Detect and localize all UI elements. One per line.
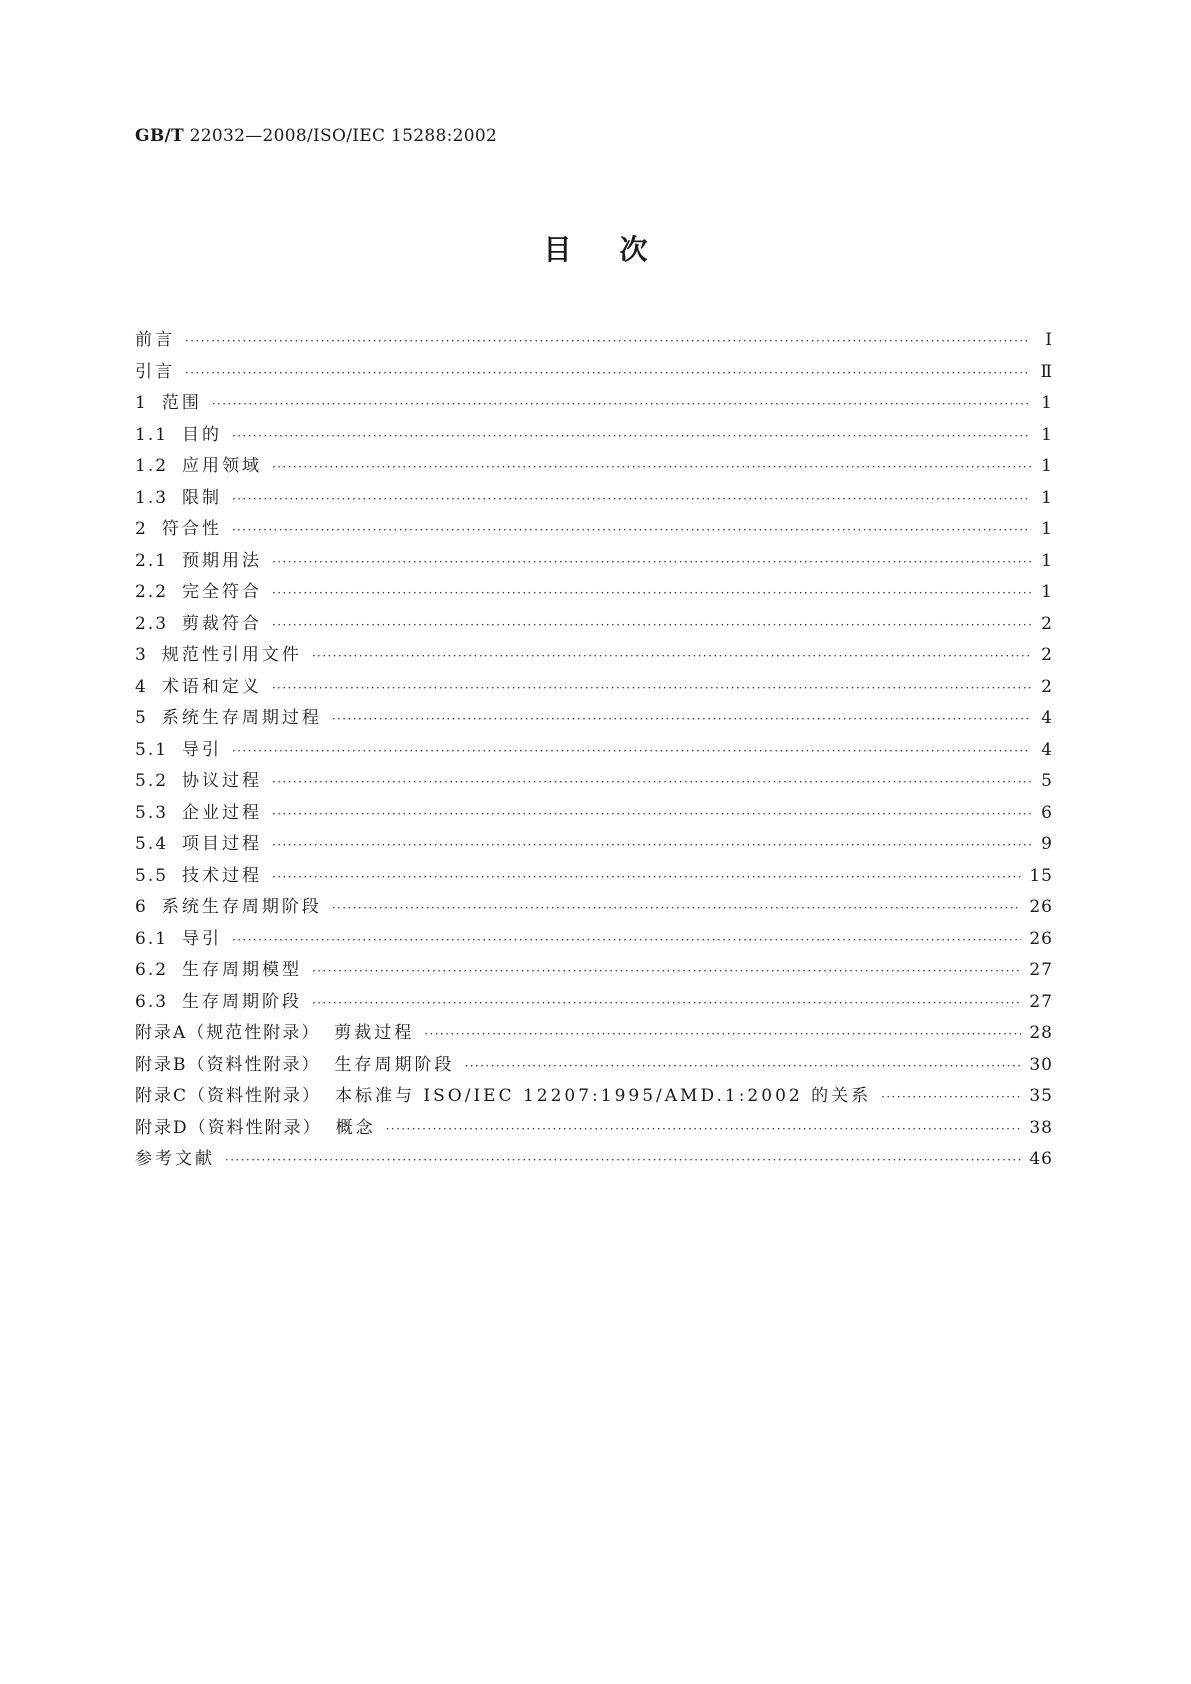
toc-entry-label: 概念 [335, 1117, 376, 1138]
toc-entry-number: 3 [135, 645, 148, 665]
toc-entry-label: 符合性 [161, 519, 222, 539]
toc-entry[interactable] [135, 357, 1053, 389]
toc-entry-number: 5.3 [135, 802, 169, 823]
toc-leader-dots [232, 430, 1031, 442]
toc-leader-dots [424, 1028, 1021, 1040]
toc-leader-dots [881, 1091, 1021, 1103]
toc-entry[interactable] [135, 1113, 1053, 1145]
toc-leader-dots [272, 556, 1031, 568]
toc-entry[interactable] [135, 892, 1053, 924]
toc-entry-number: 1 [135, 393, 148, 413]
toc-entry-page: 46 [1029, 1149, 1053, 1169]
toc-entry-number: 附录B（资料性附录） [135, 1054, 321, 1075]
toc-entry-label: 协议过程 [182, 771, 263, 791]
toc-entry-page: Ⅱ [1040, 361, 1053, 382]
toc-leader-dots [272, 587, 1031, 599]
toc-entry-label: 应用领域 [182, 456, 263, 476]
toc-leader-dots [232, 524, 1031, 536]
toc-entry-page: 27 [1029, 991, 1053, 1012]
toc-entry-page: 26 [1029, 897, 1053, 917]
toc-entry-number: 1.1 [135, 424, 169, 445]
toc-leader-dots [386, 1123, 1022, 1135]
toc-entry-label: 导引 [182, 739, 223, 760]
toc-leader-dots [212, 398, 1031, 410]
toc-entry[interactable] [135, 955, 1053, 987]
toc-entry-page: Ⅰ [1045, 330, 1053, 350]
toc-entry-number: 1.3 [135, 487, 169, 508]
toc-entry-label: 系统生存周期过程 [161, 708, 322, 728]
toc-entry-label: 剪裁符合 [182, 613, 263, 634]
toc-entry-page: 1 [1041, 487, 1053, 508]
toc-entry-page: 1 [1041, 582, 1053, 602]
toc-entry[interactable] [135, 546, 1053, 578]
toc-entry-label: 目的 [182, 424, 223, 445]
toc-leader-dots [272, 808, 1031, 820]
toc-entry[interactable] [135, 798, 1053, 830]
toc-entry[interactable] [135, 987, 1053, 1019]
toc-entry-page: 2 [1041, 676, 1053, 697]
toc-entry[interactable] [135, 703, 1053, 735]
toc-entry[interactable] [135, 1050, 1053, 1082]
toc-entry-number: 附录C（资料性附录） [135, 1086, 322, 1106]
toc-entry-label: 参考文献 [135, 1149, 215, 1169]
toc-entry-page: 2 [1041, 645, 1053, 665]
toc-entry[interactable] [135, 577, 1053, 609]
toc-entry[interactable] [135, 1144, 1053, 1176]
toc-leader-dots [185, 335, 1031, 347]
toc-entry[interactable] [135, 829, 1053, 861]
toc-leader-dots [465, 1060, 1022, 1072]
toc-entry-number: 2.2 [135, 582, 169, 602]
table-of-contents [135, 325, 1053, 1176]
document-code [135, 126, 497, 146]
toc-leader-dots [312, 997, 1021, 1009]
toc-entry-page: 1 [1041, 456, 1053, 476]
toc-leader-dots [225, 1154, 1021, 1166]
toc-entry[interactable] [135, 766, 1053, 798]
toc-entry-page: 28 [1029, 1023, 1053, 1043]
toc-entry-number: 5.5 [135, 865, 169, 886]
toc-entry-label: 完全符合 [182, 582, 263, 602]
toc-entry-number: 5.4 [135, 834, 169, 854]
toc-entry-page: 9 [1041, 834, 1053, 854]
toc-entry-number: 2.3 [135, 613, 169, 634]
toc-leader-dots [312, 650, 1031, 662]
toc-entry-label: 术语和定义 [161, 676, 262, 697]
document-code-prefix: GB/T [135, 126, 184, 146]
toc-leader-dots [232, 745, 1031, 757]
toc-entry[interactable] [135, 1081, 1053, 1113]
toc-entry-page: 35 [1029, 1086, 1053, 1106]
toc-entry-number: 5 [135, 708, 148, 728]
toc-entry-number: 6.1 [135, 928, 169, 949]
toc-entry-page: 30 [1029, 1054, 1053, 1075]
toc-entry-label: 技术过程 [182, 865, 263, 886]
toc-entry-label: 系统生存周期阶段 [161, 897, 322, 917]
toc-entry-number: 6 [135, 897, 148, 917]
toc-entry-number: 4 [135, 676, 148, 697]
toc-entry[interactable] [135, 420, 1053, 452]
toc-entry-page: 1 [1041, 393, 1053, 413]
toc-entry-label: 规范性引用文件 [161, 645, 302, 665]
toc-entry-page: 5 [1041, 771, 1053, 791]
toc-entry[interactable] [135, 514, 1053, 546]
document-code-number: 22032—2008/ISO/IEC 15288:2002 [183, 126, 498, 146]
toc-entry[interactable] [135, 672, 1053, 704]
toc-entry-page: 1 [1041, 519, 1053, 539]
toc-entry-label: 本标准与 ISO/IEC 12207:1995/AMD.1:2002 的关系 [335, 1086, 872, 1106]
toc-entry-page: 1 [1041, 424, 1053, 445]
toc-leader-dots [272, 871, 1021, 883]
toc-leader-dots [272, 619, 1031, 631]
toc-entry[interactable] [135, 861, 1053, 893]
toc-entry[interactable] [135, 451, 1053, 483]
toc-leader-dots [272, 839, 1031, 851]
toc-entry-number: 6.3 [135, 991, 169, 1012]
toc-entry-number: 6.2 [135, 960, 169, 980]
toc-entry-page: 38 [1029, 1117, 1053, 1138]
toc-entry-label: 项目过程 [182, 834, 263, 854]
toc-entry[interactable] [135, 483, 1053, 515]
toc-entry-label: 引言 [135, 361, 175, 382]
toc-entry[interactable] [135, 640, 1053, 672]
toc-entry-label: 生存周期阶段 [334, 1054, 455, 1075]
toc-entry-page: 2 [1041, 613, 1053, 634]
toc-entry[interactable] [135, 609, 1053, 641]
toc-entry-page: 26 [1029, 928, 1053, 949]
toc-entry-number: 5.2 [135, 771, 169, 791]
toc-entry-label: 企业过程 [182, 802, 263, 823]
toc-entry-label: 预期用法 [182, 550, 263, 571]
toc-leader-dots [272, 682, 1031, 694]
toc-entry-page: 4 [1041, 708, 1053, 728]
toc-entry-number: 2 [135, 519, 148, 539]
toc-leader-dots [232, 934, 1021, 946]
toc-entry-page: 27 [1029, 960, 1053, 980]
page-title: 目次 [543, 233, 696, 266]
toc-leader-dots [272, 776, 1031, 788]
toc-entry[interactable] [135, 325, 1053, 357]
toc-entry-label: 剪裁过程 [334, 1023, 415, 1043]
toc-entry-number: 1.2 [135, 456, 169, 476]
toc-leader-dots [332, 902, 1022, 914]
toc-entry[interactable] [135, 735, 1053, 767]
toc-entry-page: 4 [1041, 739, 1053, 760]
toc-entry-label: 限制 [182, 487, 223, 508]
toc-entry[interactable] [135, 388, 1053, 420]
toc-entry-number: 2.1 [135, 550, 169, 571]
toc-leader-dots [232, 493, 1031, 505]
toc-leader-dots [272, 461, 1031, 473]
toc-entry-page: 15 [1029, 865, 1053, 886]
toc-entry-label: 导引 [182, 928, 223, 949]
toc-entry-label: 前言 [135, 330, 175, 350]
toc-entry-label: 生存周期阶段 [182, 991, 303, 1012]
toc-entry-page: 1 [1041, 550, 1053, 571]
toc-entry[interactable] [135, 1018, 1053, 1050]
toc-leader-dots [185, 367, 1031, 379]
toc-leader-dots [312, 965, 1021, 977]
toc-entry[interactable] [135, 924, 1053, 956]
toc-entry-label: 生存周期模型 [182, 960, 303, 980]
toc-entry-label: 范围 [161, 393, 202, 413]
toc-leader-dots [332, 713, 1031, 725]
toc-entry-number: 附录A（规范性附录） [135, 1023, 321, 1043]
toc-entry-page: 6 [1041, 802, 1053, 823]
toc-entry-number: 5.1 [135, 739, 169, 760]
toc-entry-number: 附录D（资料性附录） [135, 1117, 322, 1138]
